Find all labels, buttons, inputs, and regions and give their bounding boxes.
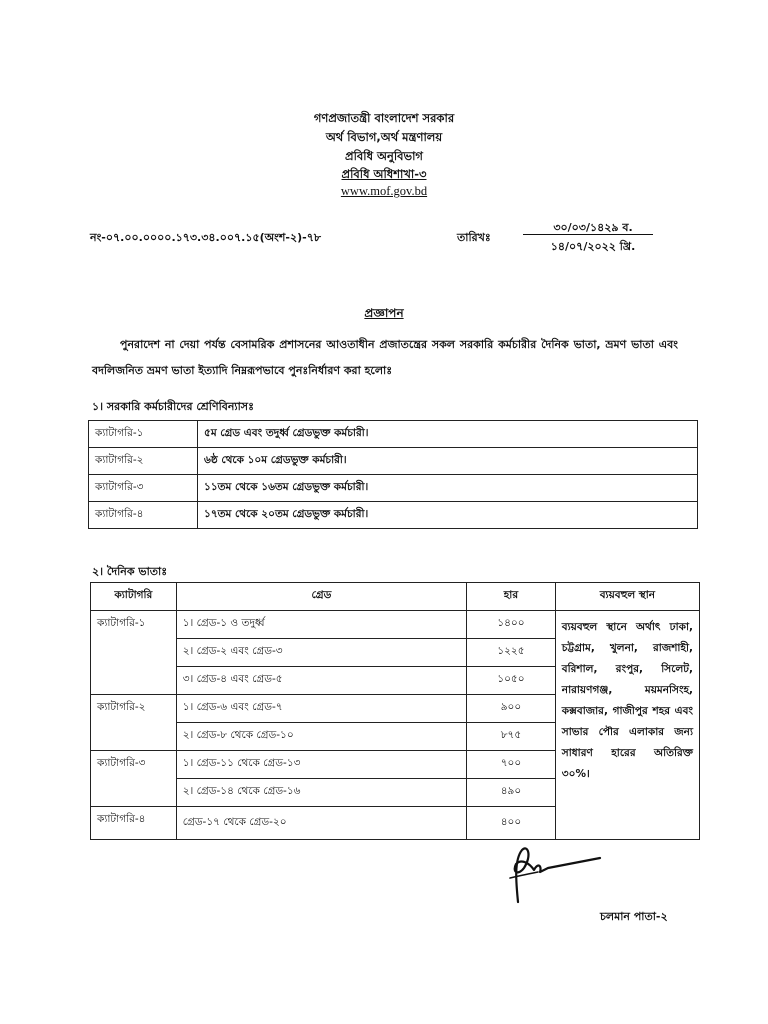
grade-cell: ১। গ্রেড-১ ও তদুর্ধ্ব: [176, 611, 466, 639]
signature: [488, 842, 608, 912]
rate-cell: ১০৫০: [467, 667, 556, 695]
notification-title: প্রজ্ঞাপন: [364, 306, 404, 320]
grade-cell: ২। গ্রেড-১৪ থেকে গ্রেড-১৬: [176, 779, 466, 807]
category-cell: ক্যাটাগরি-১: [91, 611, 177, 695]
table-row: [89, 502, 698, 529]
column-header-grade: গ্রেড: [176, 583, 466, 611]
grade-cell: ১। গ্রেড-১১ থেকে গ্রেড-১৩: [176, 751, 466, 779]
grade-cell: ২। গ্রেড-৮ থেকে গ্রেড-১০: [176, 723, 466, 751]
date-bangla: ৩০/০৩/১৪২৯ ব.: [553, 221, 633, 234]
continued-page-label: চলমান পাতা-২: [600, 910, 668, 923]
table-row: [89, 475, 698, 502]
header-branch: প্রবিধি অধিশাখা-৩: [341, 167, 427, 181]
rate-cell: ৪০০: [467, 807, 556, 840]
daily-allowance-table: [90, 582, 700, 840]
category-cell: ক্যাটাগরি-৩: [91, 751, 177, 807]
header-website-link[interactable]: www.mof.gov.bd: [340, 184, 428, 198]
section1-heading: ১। সরকারি কর্মচারীদের শ্রেণিবিন্যাসঃ: [92, 400, 254, 413]
description-cell: ১৭তম থেকে ২০তম গ্রেডভুক্ত কর্মচারী।: [198, 502, 698, 529]
category-cell: ক্যাটাগরি-১: [89, 421, 198, 448]
category-cell: ক্যাটাগরি-২: [89, 448, 198, 475]
date-divider: [523, 234, 653, 235]
rate-cell: ৮৭৫: [467, 723, 556, 751]
table-row: [89, 448, 698, 475]
description-cell: ৬ষ্ঠ থেকে ১০ম গ্রেডভুক্ত কর্মচারী।: [198, 448, 698, 475]
category-cell: ক্যাটাগরি-৪: [91, 807, 177, 840]
grade-cell: ২। গ্রেড-২ এবং গ্রেড-৩: [176, 639, 466, 667]
column-header-expensive-place: ব্যয়বহুল স্থান: [555, 583, 699, 611]
rate-cell: ৪৯০: [467, 779, 556, 807]
rate-cell: ৯০০: [467, 695, 556, 723]
table-header-row: [91, 583, 700, 611]
grade-cell: ১। গ্রেড-৬ এবং গ্রেড-৭: [176, 695, 466, 723]
description-cell: ১১তম থেকে ১৬তম গ্রেডভুক্ত কর্মচারী।: [198, 475, 698, 502]
header-government: গণপ্রজাতন্ত্রী বাংলাদেশ সরকার: [313, 111, 455, 125]
date-label: তারিখঃ: [457, 231, 491, 244]
table-row: [91, 611, 700, 639]
column-header-rate: হার: [467, 583, 556, 611]
classification-table: [88, 420, 698, 529]
column-header-category: ক্যাটাগরি: [91, 583, 177, 611]
memo-number: নং-০৭.০০.০০০০.১৭৩.৩৪.০০৭.১৫(অংশ-২)-৭৮: [90, 231, 322, 244]
description-cell: ৫ম গ্রেড এবং তদুর্ধ্ব গ্রেডভুক্ত কর্মচারী।: [198, 421, 698, 448]
rate-cell: ১২২৫: [467, 639, 556, 667]
category-cell: ক্যাটাগরি-২: [91, 695, 177, 751]
header-wing: প্রবিধি অনুবিভাগ: [345, 149, 423, 163]
table-row: [89, 421, 698, 448]
grade-cell: ৩। গ্রেড-৪ এবং গ্রেড-৫: [176, 667, 466, 695]
intro-paragraph: পুনরাদেশ না দেয়া পর্যন্ত বেসামরিক প্রশাসনের আওতাধীন প্রজাতন্ত্রের সকল সরকারি কর্মচারীর দৈনিক ভাতা, ভ্রমণ ভাতা এবং বদলিজনিত ভ্রমণ ভাতা ইত্যাদি নিম্নরূপভাবে পুনঃনির্ধারণ করা হলোঃ: [92, 338, 678, 377]
category-cell: ক্যাটাগরি-৩: [89, 475, 198, 502]
date-english: ১৪/০৭/২০২২ খ্রি.: [550, 240, 636, 253]
rate-cell: ১৪০০: [467, 611, 556, 639]
rate-cell: ৭০০: [467, 751, 556, 779]
expensive-place-note: ব্যয়বহুল স্থানে অর্থাৎ ঢাকা, চট্টগ্রাম, খুলনা, রাজশাহী, বরিশাল, রংপুর, সিলেট, নারায়ণগঞ্জ, ময়মনসিংহ, কক্সবাজার, গাজীপুর শহর এবং সাভার পৌর এলাকার জন্য সাধারণ হারের অতিরিক্ত ৩০%।: [555, 611, 699, 840]
grade-cell: গ্রেড-১৭ থেকে গ্রেড-২০: [176, 807, 466, 840]
section2-heading: ২। দৈনিক ভাতাঃ: [92, 565, 168, 578]
category-cell: ক্যাটাগরি-৪: [89, 502, 198, 529]
header-division: অর্থ বিভাগ,অর্থ মন্ত্রণালয়: [325, 130, 443, 144]
